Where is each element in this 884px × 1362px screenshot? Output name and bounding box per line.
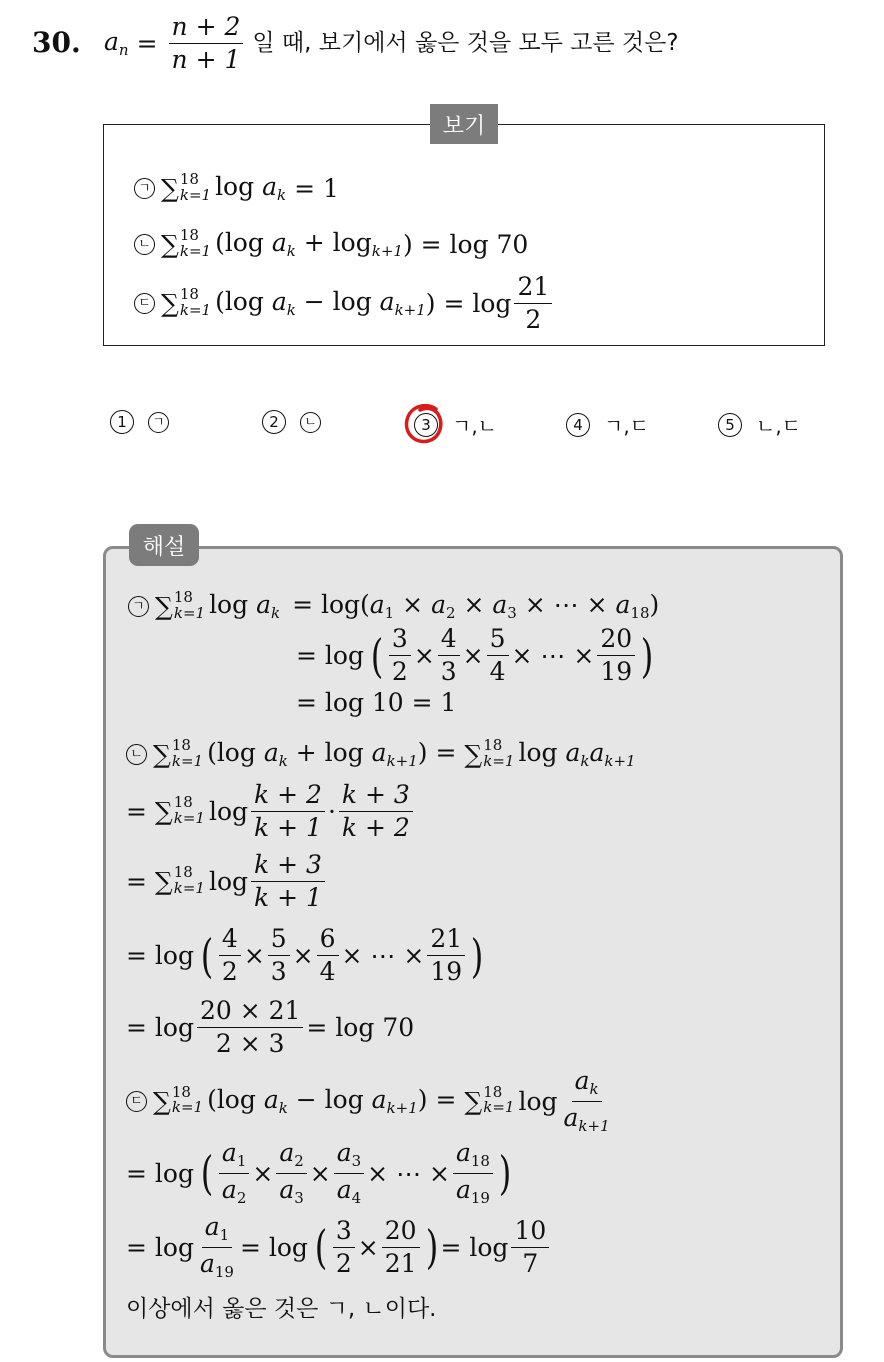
bogi-label: 보기 bbox=[430, 104, 498, 144]
question-prompt: 일 때, 보기에서 옳은 것을 모두 고른 것은? bbox=[252, 30, 679, 57]
sequence-term: $a_n$ bbox=[104, 27, 129, 60]
bogi-item-2: ㄴ ∑ 18 k=1 (log $a_k + \log_{k+1}$ ) = log 70 bbox=[134, 230, 528, 260]
solution-step-a1: ㄱ ∑ 18 k=1 $\log a_k$ = $\log(a_1 \times a_2 \times a_3$ × ⋯ × $a_{18}$) bbox=[128, 592, 659, 622]
question-statement: $a_n$ = $\frac{n + 2}{n + 1}$ 일 때, 보기에서 옳은 것을 모두 고른 것은? bbox=[104, 12, 679, 75]
choice-4[interactable]: 4 ㄱ,ㄷ bbox=[566, 410, 649, 439]
item3-fraction: $\frac{21}{2}$ bbox=[514, 274, 552, 334]
marker-giyeok: ㄱ bbox=[134, 178, 155, 199]
solution-label: 해설 bbox=[129, 524, 199, 566]
choice-1[interactable]: 1 ㄱ bbox=[110, 410, 175, 434]
choice-3[interactable]: 3 ㄱ,ㄴ bbox=[414, 410, 497, 439]
solution-step-b3: = ∑ 18 k=1 log $\frac{k + 3}{k + 1}$ bbox=[126, 852, 328, 912]
bogi-item-1: ㄱ ∑ 18 k=1 $\log a_k$ = 1 bbox=[134, 174, 339, 204]
solution-step-c1: ㄷ ∑ 18 k=1 (log $a_k - \log a_{k+1}$) = ∑ 18 k=1 log $\frac{a_k}{a_{k+1}}$ bbox=[126, 1068, 616, 1135]
choice-2[interactable]: 2 ㄴ bbox=[262, 410, 327, 434]
marker-nieun: ㄴ bbox=[134, 234, 155, 255]
choice-5[interactable]: 5 ㄴ,ㄷ bbox=[718, 410, 801, 439]
solution-step-b2: = ∑ 18 k=1 log $\frac{k + 2}{k + 1}$ · $\frac{k + 3}{k + 2}$ bbox=[126, 782, 416, 842]
solution-step-b1: ㄴ ∑ 18 k=1 (log $a_k + \log a_{k+1}$) = ∑ 18 k=1 $\log a_ka_{k+1}$ bbox=[126, 740, 636, 770]
solution-step-a3: = log 10 = 1 bbox=[296, 688, 457, 717]
solution-step-b4: = log ( $\frac{4}{2}$ × $\frac{5}{3}$ × $\frac{6}{4}$ × ⋯ × $\frac{21}{19}$ ) bbox=[126, 924, 484, 987]
solution-step-b5: = log $\frac{20 \times 21}{2 \times 3}$ = log 70 bbox=[126, 996, 415, 1059]
question-number: 30. bbox=[32, 26, 81, 59]
solution-step-c3: = log $\frac{a_1}{a_{19}}$ = log ( $\frac{3}{2}$ × $\frac{20}{21}$ ) = log $\frac{10}{7}$ bbox=[126, 1214, 552, 1281]
bogi-item-3: ㄷ ∑ 18 k=1 (log $a_k - \log a_{k+1}$ ) = log $\frac{21}{2}$ bbox=[134, 274, 555, 334]
solution-step-c2: = log ( $\frac{a_1}{a_2}$ × $\frac{a_2}{a_3}$ × $\frac{a_3}{a_4}$ × ⋯ × $\frac{a_{18}}{a_{19}}$ ) bbox=[126, 1138, 512, 1207]
sequence-fraction: $\frac{n + 2}{n + 1}$ bbox=[169, 14, 244, 74]
solution-step-a2: = log ( $\frac{3}{2}$ × $\frac{4}{3}$ × $\frac{5}{4}$ × ⋯ × $\frac{20}{19}$ ) bbox=[296, 624, 654, 687]
solution-conclusion: 이상에서 옳은 것은 ㄱ, ㄴ이다. bbox=[126, 1296, 437, 1322]
marker-digeut: ㄷ bbox=[134, 293, 155, 314]
selected-answer-mark-icon bbox=[400, 400, 452, 450]
